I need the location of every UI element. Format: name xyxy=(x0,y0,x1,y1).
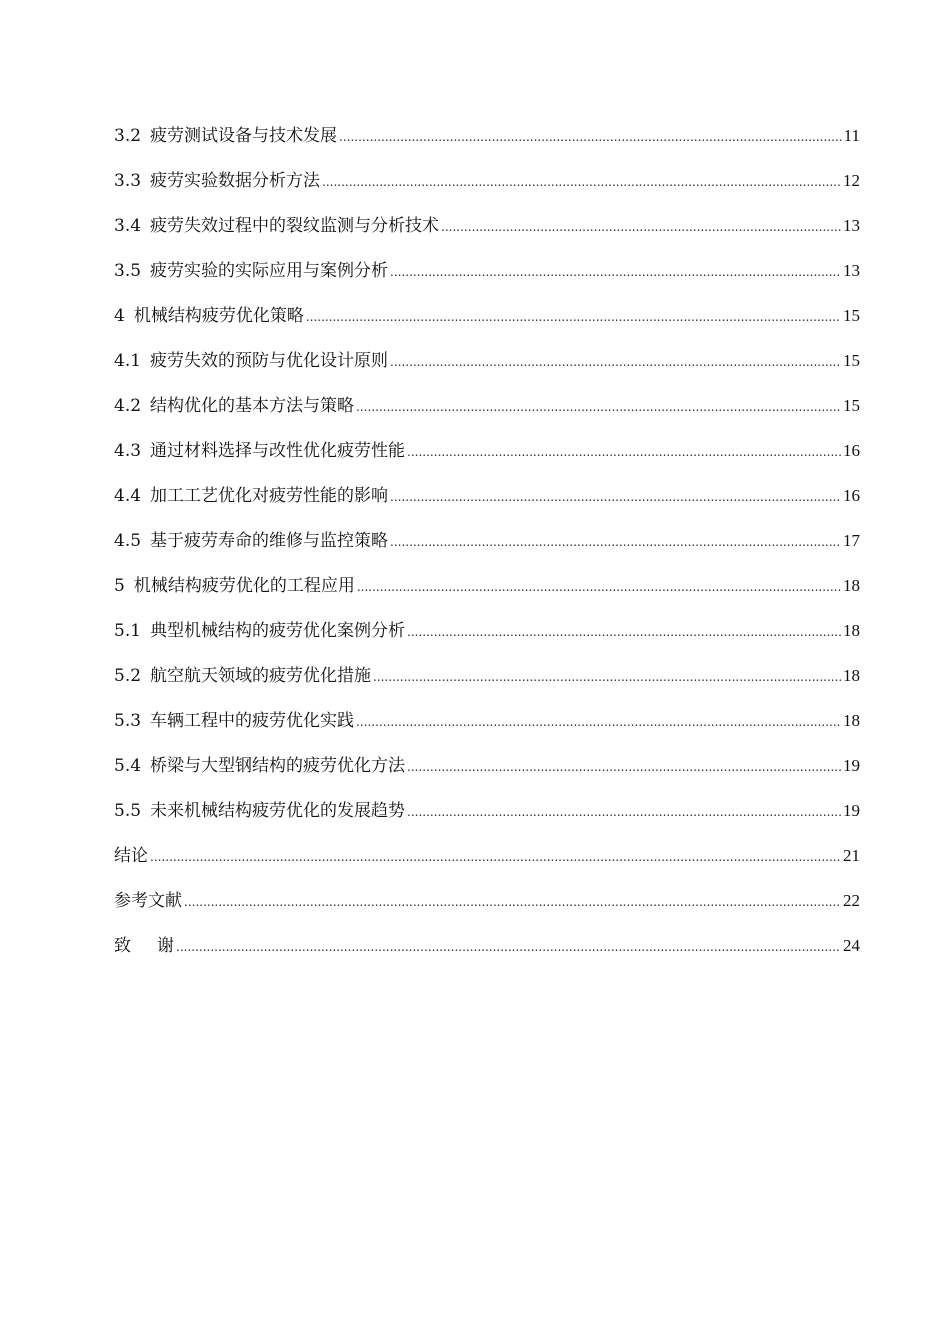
toc-entry-title: 基于疲劳寿命的维修与监控策略 xyxy=(150,531,389,551)
toc-entry-page: 13 xyxy=(843,261,860,280)
toc-entry-number: 4 xyxy=(114,306,125,326)
toc-entry-number: 5 xyxy=(114,576,125,596)
toc-entry-references[interactable] xyxy=(114,889,860,934)
toc-entry-5-2[interactable] xyxy=(114,664,860,709)
toc-entry-page: 19 xyxy=(843,756,860,775)
toc-entry-page: 15 xyxy=(843,306,860,325)
toc-entry-4-1[interactable] xyxy=(114,349,860,394)
toc-entry-number: 4.3 xyxy=(114,441,142,461)
toc-entry-title: 机械结构疲劳优化策略 xyxy=(133,306,304,326)
toc-entry-title: 疲劳实验数据分析方法 xyxy=(150,171,321,191)
toc-entry-page: 16 xyxy=(843,486,860,505)
toc-entry-3-4[interactable] xyxy=(114,214,860,259)
toc-entry-5-5[interactable] xyxy=(114,799,860,844)
toc-entry-title: 加工工艺优化对疲劳性能的影响 xyxy=(150,486,389,506)
toc-entry-title: 疲劳实验的实际应用与案例分析 xyxy=(150,261,389,281)
toc-entry-acknowledgement[interactable] xyxy=(114,934,860,979)
toc-entry-page: 13 xyxy=(843,216,860,235)
toc-entry-number: 3.4 xyxy=(114,216,142,236)
toc-entry-title: 结论 xyxy=(114,846,148,866)
toc-dot-leader xyxy=(306,305,841,329)
toc-entry-title: 通过材料选择与改性优化疲劳性能 xyxy=(150,441,406,461)
toc-entry-number: 5.3 xyxy=(114,711,142,731)
toc-entry-5-1[interactable] xyxy=(114,619,860,664)
toc-dot-leader xyxy=(356,395,841,419)
toc-entry-title: 机械结构疲劳优化的工程应用 xyxy=(133,576,355,596)
toc-entry-number: 3.3 xyxy=(114,171,142,191)
toc-entry-5-3[interactable] xyxy=(114,709,860,754)
toc-entry-title: 桥梁与大型钢结构的疲劳优化方法 xyxy=(150,756,406,776)
toc-dot-leader xyxy=(390,350,841,374)
toc-entry-number: 3.2 xyxy=(114,126,142,146)
toc-entry-number: 5.4 xyxy=(114,756,142,776)
toc-entry-4-4[interactable] xyxy=(114,484,860,529)
toc-dot-leader xyxy=(390,260,841,284)
toc-entry-page: 19 xyxy=(843,801,860,820)
toc-entry-title: 未来机械结构疲劳优化的发展趋势 xyxy=(150,801,406,821)
toc-entry-3-5[interactable] xyxy=(114,259,860,304)
toc-entry-title: 典型机械结构的疲劳优化案例分析 xyxy=(150,621,406,641)
toc-entry-page: 11 xyxy=(843,126,860,145)
toc-entry-number: 5.2 xyxy=(114,666,142,686)
toc-entry-title: 疲劳失效的预防与优化设计原则 xyxy=(150,351,389,371)
toc-entry-page: 15 xyxy=(843,351,860,370)
toc-dot-leader xyxy=(390,530,841,554)
toc-dot-leader xyxy=(441,215,841,239)
toc-dot-leader xyxy=(322,170,841,194)
toc-dot-leader xyxy=(407,440,841,464)
toc-entry-page: 18 xyxy=(843,666,860,685)
toc-entry-number: 4.4 xyxy=(114,486,142,506)
toc-entry-number: 4.5 xyxy=(114,531,142,551)
table-of-contents xyxy=(114,124,860,979)
toc-entry-4-2[interactable] xyxy=(114,394,860,439)
toc-dot-leader xyxy=(373,665,841,689)
toc-entry-title xyxy=(114,934,174,958)
toc-entry-number: 4.2 xyxy=(114,396,142,416)
toc-entry-title: 航空航天领域的疲劳优化措施 xyxy=(150,666,372,686)
toc-title-part-1: 致 xyxy=(114,936,131,956)
toc-title-part-2: 谢 xyxy=(157,936,174,956)
toc-entry-title: 结构优化的基本方法与策略 xyxy=(150,396,355,416)
toc-entry-title: 疲劳失效过程中的裂纹监测与分析技术 xyxy=(150,216,440,236)
toc-entry-page: 18 xyxy=(843,711,860,730)
toc-entry-page: 18 xyxy=(843,621,860,640)
toc-entry-number: 4.1 xyxy=(114,351,142,371)
toc-dot-leader xyxy=(150,845,841,869)
toc-entry-page: 16 xyxy=(843,441,860,460)
toc-entry-5-4[interactable] xyxy=(114,754,860,799)
toc-entry-page: 15 xyxy=(843,396,860,415)
toc-dot-leader xyxy=(339,125,842,149)
toc-dot-leader xyxy=(356,710,841,734)
toc-entry-page: 24 xyxy=(843,936,860,955)
toc-dot-leader xyxy=(357,575,841,599)
toc-entry-4-5[interactable] xyxy=(114,529,860,574)
toc-entry-title: 疲劳测试设备与技术发展 xyxy=(150,126,338,146)
toc-entry-title: 车辆工程中的疲劳优化实践 xyxy=(150,711,355,731)
toc-dot-leader xyxy=(407,755,841,779)
toc-entry-number: 3.5 xyxy=(114,261,142,281)
toc-entry-page: 18 xyxy=(843,576,860,595)
toc-entry-number: 5.1 xyxy=(114,621,142,641)
toc-entry-3-3[interactable] xyxy=(114,169,860,214)
toc-entry-4[interactable] xyxy=(114,304,860,349)
toc-entry-3-2[interactable] xyxy=(114,124,860,169)
toc-entry-page: 17 xyxy=(843,531,860,550)
toc-entry-4-3[interactable] xyxy=(114,439,860,484)
toc-dot-leader xyxy=(390,485,841,509)
toc-dot-leader xyxy=(184,890,841,914)
toc-entry-title: 参考文献 xyxy=(114,891,182,911)
toc-dot-leader xyxy=(176,935,841,959)
toc-entry-page: 12 xyxy=(843,171,860,190)
toc-entry-number: 5.5 xyxy=(114,801,142,821)
toc-entry-page: 21 xyxy=(843,846,860,865)
toc-entry-5[interactable] xyxy=(114,574,860,619)
toc-entry-page: 22 xyxy=(843,891,860,910)
toc-dot-leader xyxy=(407,800,841,824)
toc-entry-conclusion[interactable] xyxy=(114,844,860,889)
toc-dot-leader xyxy=(407,620,841,644)
